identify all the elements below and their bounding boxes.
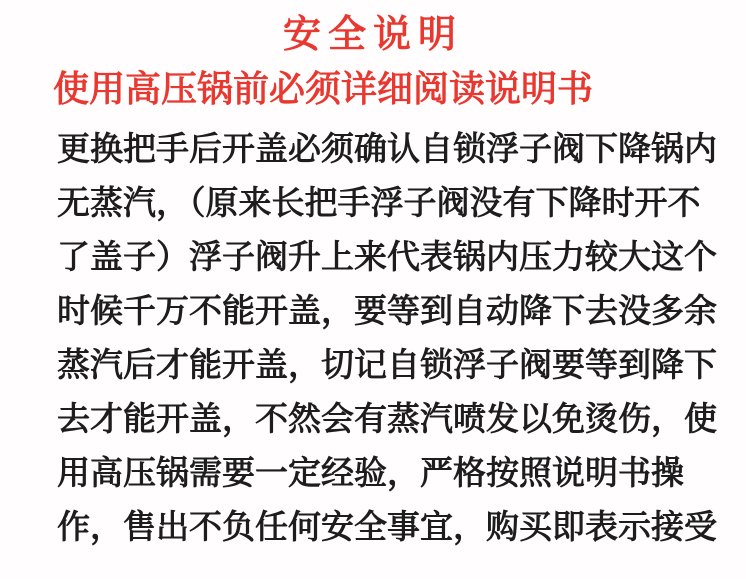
page-title: 安全说明 [282,14,463,56]
body-text-line: 作，售出不负任何安全事宜，购买即表示接受 [57,508,717,545]
body-text-line: 时候千万不能开盖，要等到自动降下去没多余 [57,292,717,329]
page-subtitle: 使用高压锅前必须详细阅读说明书 [53,68,594,109]
body-text-line: 更换把手后开盖必须确认自锁浮子阀下降锅内 [57,130,717,167]
body-text [0,122,746,554]
body-text-line: 了盖子）浮子阀升上来代表锅内压力较大这个 [57,238,717,275]
body-text-line: 蒸汽后才能开盖，切记自锁浮子阀要等到降下 [57,346,717,383]
body-text-line: 无蒸汽，（原来长把手浮子阀没有下降时开不 [57,184,701,221]
body-text-line: 去才能开盖，不然会有蒸汽喷发以免烫伤，使 [57,400,717,437]
body-text-line: 用高压锅需要一定经验，严格按照说明书操 [57,454,684,491]
